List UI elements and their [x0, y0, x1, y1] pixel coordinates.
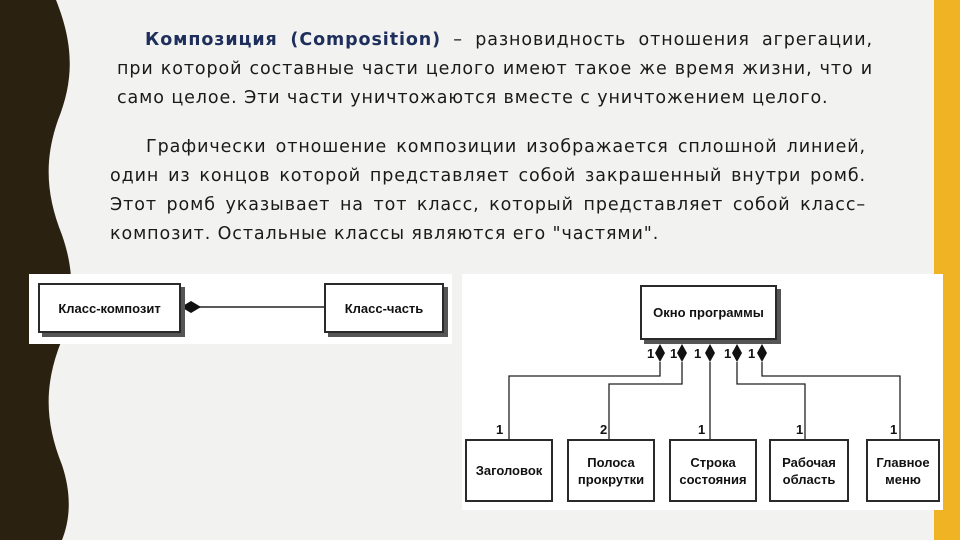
window-root-label: Окно программы: [653, 305, 764, 320]
part-label-statusbar: Строка состояния: [679, 454, 747, 487]
composition-notation-diagram: [29, 274, 452, 344]
part-box-scrollbar: [567, 439, 655, 502]
notation-paragraph: Графически отношение композиции изображается сплошной линией, один из концов которой представляет собой закрашенный внутри ромб. Этот ромб указывает на тот класс, который представляет собой класс–композит. Остальные классы являются его "частями".: [110, 137, 866, 244]
decorative-wavy-border: [0, 0, 80, 540]
connector-title: [509, 362, 660, 439]
multiplicity-near-workarea: 1: [724, 346, 732, 361]
definition-paragraph: [117, 26, 873, 113]
part-box-workarea: [769, 439, 849, 502]
connector-mainmenu: [762, 362, 900, 439]
window-root-box: [640, 285, 777, 340]
part-box-mainmenu: [866, 439, 940, 502]
class-composite-box: [38, 283, 181, 333]
part-box-title: [465, 439, 553, 502]
term-composition: Композиция (Composition): [145, 30, 442, 50]
part-label-scrollbar: Полоса прокрутки: [577, 454, 645, 487]
multiplicity-title: 1: [496, 422, 504, 437]
multiplicity-scrollbar: 2: [600, 422, 608, 437]
diamond-workarea: [732, 344, 742, 362]
window-composition-diagram: [462, 274, 943, 510]
connector-scrollbar: [609, 362, 682, 439]
part-box-statusbar: [669, 439, 757, 502]
multiplicity-near-title: 1: [647, 346, 655, 361]
part-label-workarea: Рабочая область: [782, 454, 836, 487]
multiplicity-workarea: 1: [796, 422, 804, 437]
diamond-mainmenu: [757, 344, 767, 362]
multiplicity-mainmenu: 1: [890, 422, 898, 437]
class-part-box: [324, 283, 444, 333]
multiplicity-statusbar: 1: [698, 422, 706, 437]
part-label-title: Заголовок: [475, 463, 543, 478]
class-part-label: Класс-часть: [344, 300, 424, 316]
multiplicity-near-statusbar: 1: [694, 346, 702, 361]
multiplicity-near-mainmenu: 1: [748, 346, 756, 361]
class-composite-label: Класс-композит: [58, 300, 161, 316]
composition-diamond: [181, 301, 201, 313]
definition-text: – разновидность отношения агрегации, при которой составные части целого имеют такое же время жизни, что и само целое. Эти части уничтожаются вместе с уничтожением целого.: [117, 30, 873, 108]
multiplicity-near-scrollbar: 1: [670, 346, 678, 361]
diamond-scrollbar: [677, 344, 687, 362]
part-label-mainmenu: Главное меню: [876, 454, 930, 487]
diamond-title: [655, 344, 665, 362]
diamond-statusbar: [705, 344, 715, 362]
connector-workarea: [737, 362, 805, 439]
